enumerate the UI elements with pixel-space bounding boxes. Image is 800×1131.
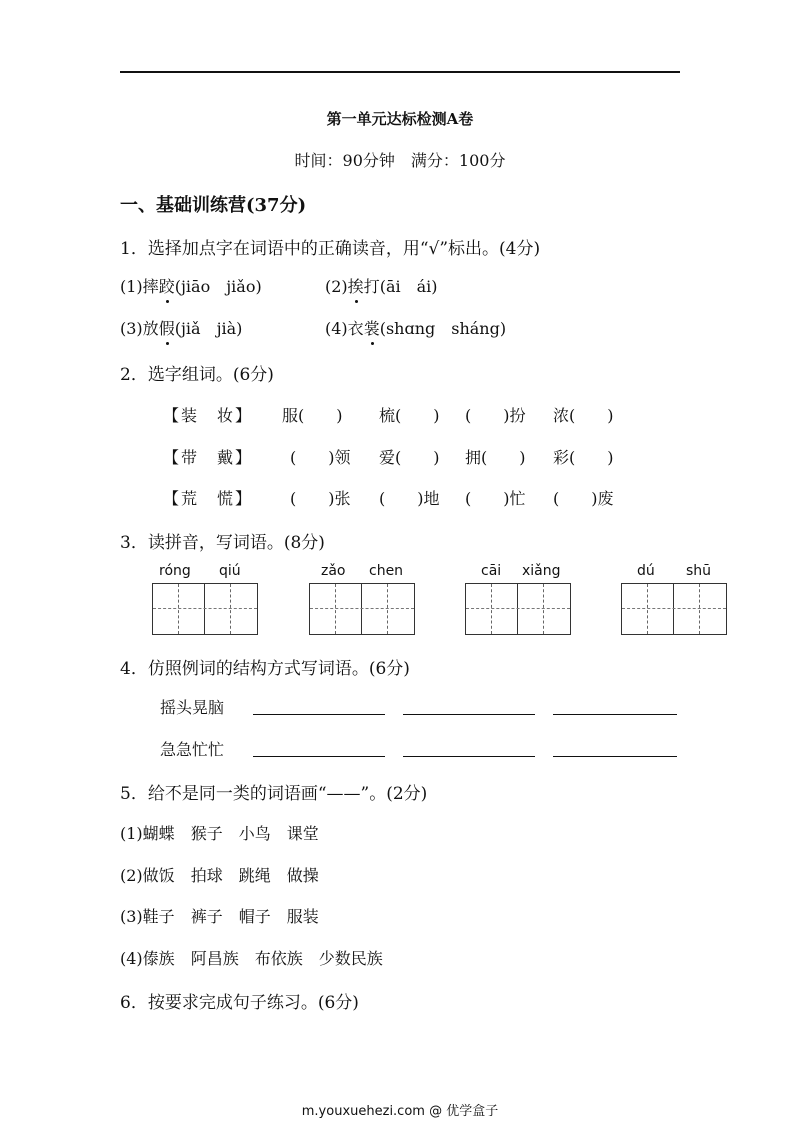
question-3-prompt: 3．读拼音，写词语。(8分): [120, 533, 325, 553]
footer-watermark: m.youxuehezi.com @ 优学盒子: [301, 1104, 499, 1119]
q5-row: (4)傣族 阿昌族 布依族 少数民族: [120, 949, 383, 968]
pinyin-label: róng: [159, 563, 191, 579]
q2-blank[interactable]: ( )扮: [465, 406, 526, 425]
writing-grid[interactable]: [465, 583, 571, 635]
word-option[interactable]: 拍球: [190, 866, 223, 885]
header-rule: [120, 71, 680, 73]
word-option[interactable]: 少数民族: [318, 949, 383, 968]
q1-item-4: (4)衣裳(shɑng sháng): [325, 319, 507, 338]
word-option[interactable]: 小鸟: [238, 824, 271, 843]
section-title: 一、基础训练营(37分): [120, 195, 307, 216]
answer-line[interactable]: [253, 714, 385, 715]
q2-blank[interactable]: 梳( ): [379, 406, 440, 425]
word-option[interactable]: 帽子: [238, 907, 271, 926]
dotted-char: 跤: [158, 277, 175, 296]
word-option[interactable]: 做饭: [142, 866, 175, 885]
word-option[interactable]: 猴子: [190, 824, 223, 843]
q5-row: (3)鞋子 裤子 帽子 服装: [120, 907, 319, 926]
q2-blank[interactable]: 爱( ): [379, 448, 440, 467]
q1-item-2: (2)挨打(āi ái): [325, 277, 438, 296]
q1-item-1: (1)摔跤(jiāo jiǎo): [120, 277, 262, 296]
pinyin-label: xiǎng: [522, 563, 561, 579]
q2-blank[interactable]: ( )废: [553, 489, 614, 508]
q2-blank[interactable]: ( )忙: [465, 489, 526, 508]
q2-blank[interactable]: ( )领: [290, 448, 351, 467]
answer-line[interactable]: [403, 714, 535, 715]
dotted-char: 挨: [347, 277, 364, 296]
writing-grid[interactable]: [152, 583, 258, 635]
q2-blank[interactable]: 浓( ): [553, 406, 614, 425]
exam-meta: 时间：90分钟 满分：100分: [294, 151, 506, 170]
pinyin-options: (shɑng sháng): [379, 319, 507, 338]
question-6-prompt: 6．按要求完成句子练习。(6分): [120, 993, 359, 1013]
word-option[interactable]: 做操: [286, 866, 319, 885]
word-option[interactable]: 服装: [286, 907, 319, 926]
question-1-prompt: 1．选择加点字在词语中的正确读音，用“√”标出。(4分): [120, 239, 541, 259]
word-option[interactable]: 阿昌族: [190, 949, 239, 968]
q5-row: (1)蝴蝶 猴子 小鸟 课堂: [120, 824, 319, 843]
word-option[interactable]: 鞋子: [142, 907, 175, 926]
writing-grid[interactable]: [309, 583, 415, 635]
pinyin-label: cāi: [481, 563, 502, 579]
page-title: 第一单元达标检测A卷: [326, 110, 474, 128]
writing-grid[interactable]: [621, 583, 727, 635]
question-4-prompt: 4．仿照例词的结构方式写词语。(6分): [120, 659, 410, 679]
word-option[interactable]: 蝴蝶: [142, 824, 175, 843]
q2-blank[interactable]: 拥( ): [465, 448, 526, 467]
dotted-char: 裳: [363, 319, 380, 338]
question-2-prompt: 2．选字组词。(6分): [120, 365, 274, 385]
word-option[interactable]: 课堂: [286, 824, 319, 843]
word-option[interactable]: 裤子: [190, 907, 223, 926]
q2-blank[interactable]: ( )地: [379, 489, 440, 508]
pinyin-options: (āi ái): [379, 277, 438, 296]
word-option[interactable]: 傣族: [142, 949, 175, 968]
q2-blank[interactable]: 彩( ): [553, 448, 614, 467]
q2-blank[interactable]: ( )张: [290, 489, 351, 508]
q2-group-name: 【荒 慌】: [163, 489, 254, 508]
answer-line[interactable]: [403, 756, 535, 757]
pinyin-options: (jiǎ jià): [174, 319, 243, 338]
pinyin-options: (jiāo jiǎo): [174, 277, 262, 296]
q1-item-3: (3)放假(jiǎ jià): [120, 319, 243, 338]
question-5-prompt: 5．给不是同一类的词语画“——”。(2分): [120, 784, 428, 804]
pinyin-label: chen: [369, 563, 404, 579]
word-option[interactable]: 跳绳: [238, 866, 271, 885]
pinyin-label: zǎo: [321, 563, 346, 579]
q2-blank[interactable]: 服( ): [282, 406, 343, 425]
q2-group-name: 【带 戴】: [163, 448, 254, 467]
q2-group-name: 【装 妆】: [163, 406, 254, 425]
pinyin-label: shū: [686, 563, 712, 579]
word-option[interactable]: 布依族: [254, 949, 303, 968]
pinyin-label: dú: [637, 563, 655, 579]
answer-line[interactable]: [253, 756, 385, 757]
pinyin-label: qiú: [219, 563, 241, 579]
example-word: 摇头晃脑: [160, 698, 225, 717]
dotted-char: 假: [158, 319, 175, 338]
q5-row: (2)做饭 拍球 跳绳 做操: [120, 866, 319, 885]
answer-line[interactable]: [553, 756, 677, 757]
example-word: 急急忙忙: [160, 740, 225, 759]
answer-line[interactable]: [553, 714, 677, 715]
